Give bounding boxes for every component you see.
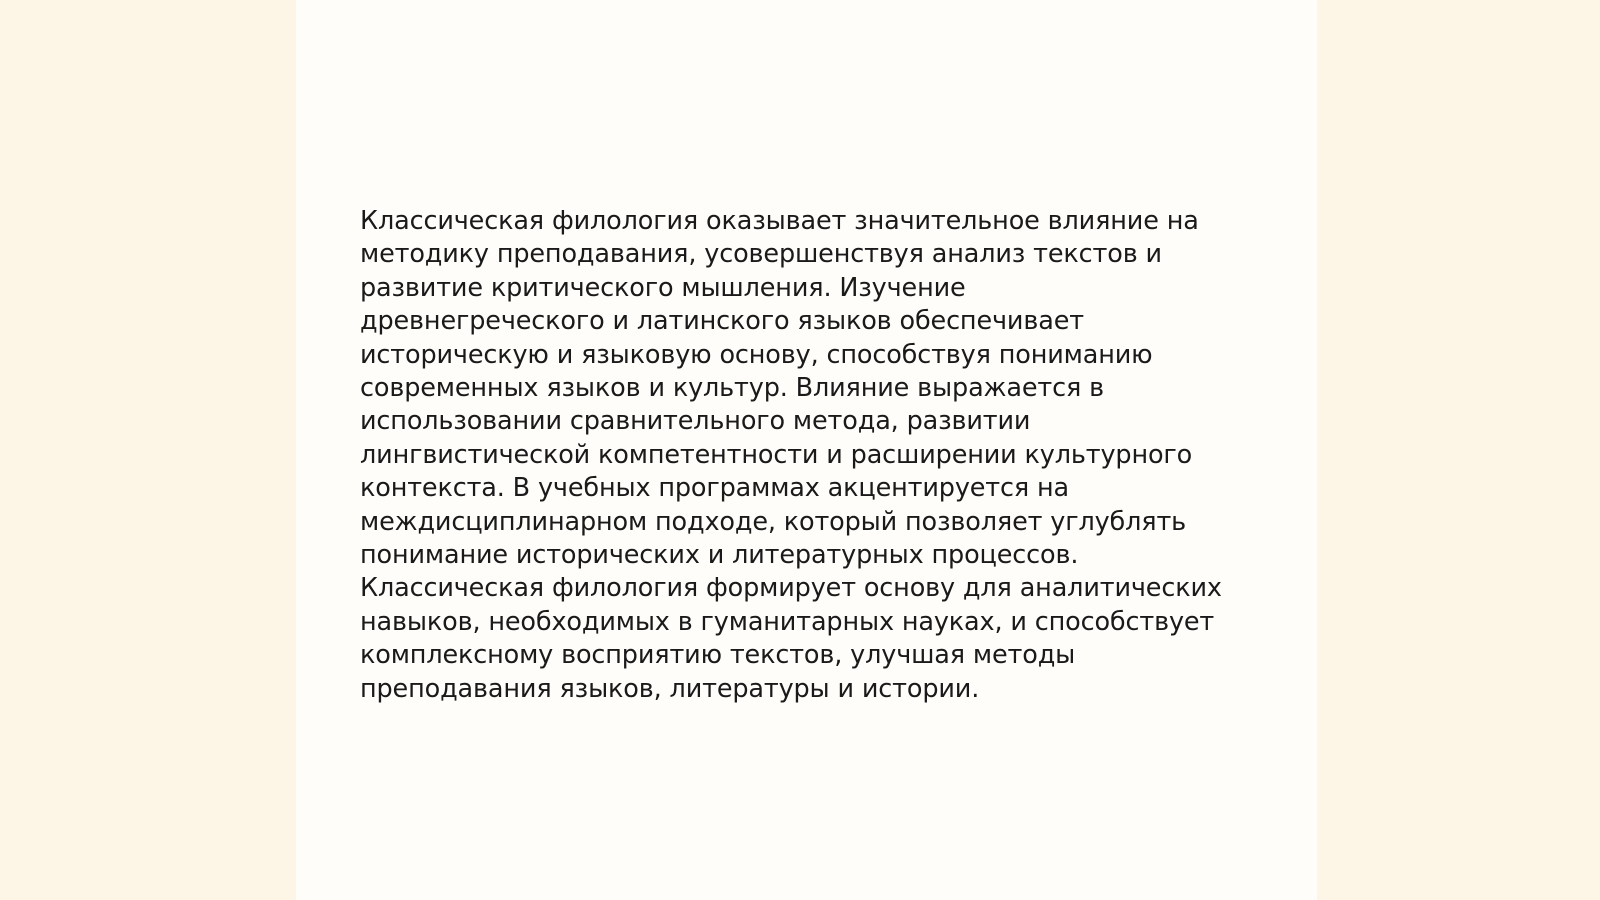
paragraph-line: использовании сравнительного метода, развитии [360,406,1031,437]
paragraph-line: развитие критического мышления. Изучение [360,272,966,303]
paragraph-line: понимание исторических и литературных процессов. [360,540,1079,571]
paragraph-line: древнегреческого и латинского языков обеспечивает [360,306,1084,337]
paragraph-line: Классическая филология оказывает значительное влияние на [360,206,1199,236]
paragraph-line: междисциплинарном подходе, который позволяет углублять [360,506,1187,537]
paragraph-line: комплексному восприятию текстов, улучшая методы [360,640,1076,671]
right-margin-panel [1317,0,1600,900]
left-margin-panel [0,0,296,900]
paragraph-line: контекста. В учебных программах акцентируется на [360,473,1070,504]
document-page [296,0,1317,900]
paragraph-line: лингвистической компетентности и расширении культурного [360,439,1193,470]
paragraph-line: современных языков и культур. Влияние выражается в [360,373,1104,404]
paragraph-line: преподавания языков, литературы и истории. [360,673,980,704]
paragraph-line: Классическая филология формирует основу для аналитических [360,573,1222,604]
paragraph-line: методику преподавания, усовершенствуя анализ текстов и [360,239,1162,270]
body-paragraph [360,205,1260,706]
paragraph-line: навыков, необходимых в гуманитарных науках, и способствует [360,606,1215,637]
paragraph-line: историческую и языковую основу, способствуя пониманию [360,339,1153,370]
